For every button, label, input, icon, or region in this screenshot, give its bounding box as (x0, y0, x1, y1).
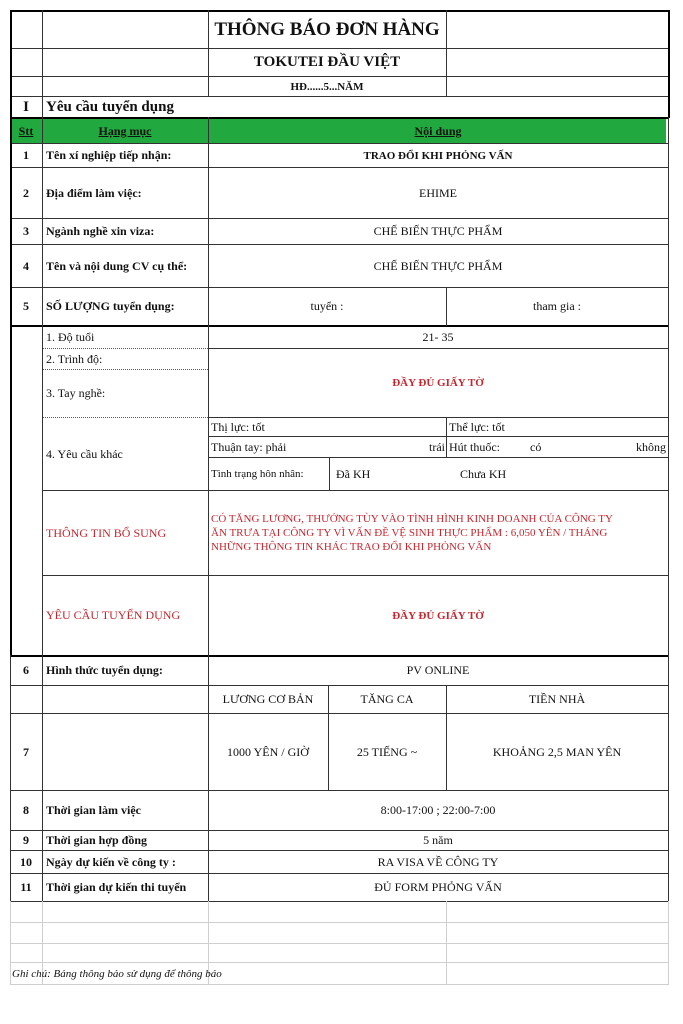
recruit-requirement-value: ĐẦY ĐỦ GIẤY TỜ (392, 609, 484, 622)
row-stt: 8 (23, 803, 29, 817)
other-requirements-label: 4. Yêu cầu khác (46, 446, 123, 461)
extra-info-content (211, 491, 665, 575)
row-stt: 3 (23, 224, 29, 238)
row-stt: 2 (23, 185, 29, 200)
smoking-no: không (636, 439, 666, 454)
row-stt: 10 (20, 854, 32, 869)
housing-value: KHOẢNG 2,5 MAN YÊN (492, 744, 622, 759)
header-item: Hạng mục (98, 123, 152, 138)
header-stt: Stt (18, 123, 34, 138)
row-stt: 1 (23, 148, 29, 162)
contract-number: HĐ......5...NĂM (290, 80, 364, 93)
age-value: 21- 35 (422, 329, 454, 344)
row-value: 8:00-17:00 ; 22:00-7:00 (380, 803, 496, 817)
row-stt: 11 (20, 880, 32, 894)
company-name: TOKUTEI ĐẦU VIỆT (253, 54, 401, 70)
overtime-value: 25 TIẾNG ~ (356, 744, 418, 759)
row-value: TRAO ĐỔI KHI PHỎNG VẤN (363, 149, 513, 162)
row-stt: 4 (23, 258, 29, 273)
recruit-requirement-label: YÊU CẦU TUYỂN DỤNG (46, 608, 181, 622)
row-label: Địa điểm làm việc: (46, 185, 142, 200)
extra-info-line: NHỮNG THÔNG TIN KHÁC TRAO ĐỔI KHI PHỎNG VẤN (211, 541, 492, 553)
header-content: Nội dung (414, 123, 462, 138)
row-value: CHẾ BIẾN THỰC PHẨM (373, 258, 503, 273)
skill-label: 3. Tay nghề: (46, 386, 106, 400)
row-stt: 5 (23, 299, 29, 313)
row-value: RA VISA VỀ CÔNG TY (377, 854, 499, 869)
section-number: I (23, 98, 29, 115)
documents-value: ĐẦY ĐỦ GIẤY TỜ (392, 377, 484, 389)
row-stt: 6 (23, 663, 29, 677)
row-label: Hình thức tuyển dụng: (46, 663, 163, 677)
smoking-yes: có (530, 439, 542, 454)
eyesight: Thị lực: tốt (211, 419, 265, 434)
row-value: ĐỦ FORM PHỎNG VẤN (374, 880, 502, 894)
extra-info-label: THÔNG TIN BỔ SUNG (46, 525, 167, 540)
physical: Thể lực: tốt (449, 419, 505, 434)
footnote: Ghi chú: Bảng thông bảo sử dụng để thông báo (12, 967, 222, 980)
marital-single: Chưa KH (460, 466, 507, 481)
extra-info-line: CÓ TĂNG LƯƠNG, THƯỞNG TÙY VÀO TÌNH HÌNH KINH DOANH CỦA CÔNG TY (211, 513, 613, 525)
row-stt: 7 (23, 744, 29, 759)
handedness: Thuận tay: phải (211, 439, 287, 454)
marital-married: Đã KH (336, 466, 371, 481)
row-label: Thời gian dự kiến thi tuyển (46, 880, 187, 894)
housing-header: TIỀN NHÀ (528, 692, 586, 706)
smoking-label: Hút thuốc: (449, 439, 500, 454)
overtime-header: TĂNG CA (360, 692, 414, 706)
row-value: PV ONLINE (406, 663, 470, 677)
handedness-left: trái (429, 439, 445, 454)
row-value: CHẾ BIẾN THỰC PHẨM (373, 224, 503, 238)
section-title: Yêu cầu tuyển dụng (46, 98, 174, 115)
row-stt: 9 (23, 833, 29, 847)
extra-info-line: ĂN TRƯA TẠI CÔNG TY VÌ VẤN ĐỀ VỆ SINH THỰC PHẨM : 6,050 YÊN / THÁNG (211, 527, 608, 539)
age-label: 1. Độ tuổi (46, 329, 95, 344)
quantity-label: SỐ LƯỢNG tuyển dụng: (46, 299, 175, 313)
document-title: THÔNG BÁO ĐƠN HÀNG (214, 19, 440, 40)
salary-value: 1000 YÊN / GIỜ (227, 744, 309, 759)
row-label: Thời gian hợp đồng (46, 833, 148, 847)
salary-header: LƯƠNG CƠ BẢN (222, 692, 314, 706)
level-label: 2. Trình độ: (46, 351, 103, 366)
row-label: Ngành nghề xin viza: (46, 224, 155, 238)
row-value: EHIME (419, 185, 457, 200)
row-label: Ngày dự kiến về công ty : (46, 854, 176, 869)
row-label: Tên xí nghiệp tiếp nhận: (46, 148, 172, 162)
quantity-recruit: tuyển : (310, 299, 344, 313)
marital-label: Tình trạng hôn nhân: (211, 468, 304, 480)
row-value: 5 năm (423, 833, 453, 847)
row-label: Thời gian làm việc (46, 803, 141, 817)
row-label: Tên và nội dung CV cụ thể: (46, 258, 188, 273)
quantity-join: tham gia : (533, 299, 581, 313)
